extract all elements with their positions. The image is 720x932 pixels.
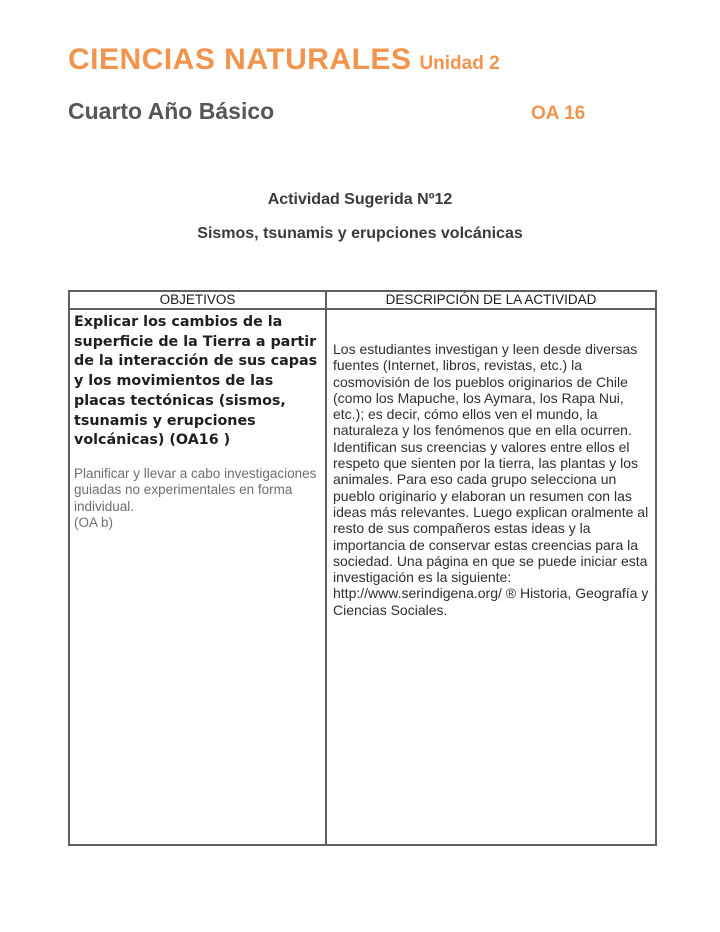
activity-description-text: Los estudiantes investigan y leen desde diversas fuentes (Internet, libros, revistas, etc.) la cosmovisión de los pueblos originarios de Chile (como los Mapuche, los Aymara, los Rapa Nui, etc.); es decir, cómo ellos ven el mundo, la naturaleza y los fenómenos que en ella ocurren. Identifican sus creencias y valores entre ellos el respeto que sienten por la tierra, las plantas y los animales. Para eso cada grupo selecciona un pueblo originario y elaboran un resumen con las ideas más relevantes. Luego explican oralmente al resto de sus compañeros estas ideas y la importancia de conservar estas creencias para la sociedad. Una página en que se puede iniciar esta investigación es la siguiente: http://www.serindigena.org/ ® Historia, Geografía y Ciencias Sociales.: [333, 341, 649, 618]
activity-subtitle: Sismos, tsunamis y erupciones volcánicas: [197, 225, 523, 242]
objective-main-text: Explicar los cambios de la superficie de la Tierra a partir de la interacción de sus capas y los movimientos de las placas tectónicas (sismos, tsunamis y erupciones volcánicas) (OA16 ): [74, 314, 318, 449]
table-header-row: [70, 292, 655, 310]
description-column-header: DESCRIPCIÓN DE LA ACTIVIDAD: [385, 292, 597, 307]
oa-badge: OA 16: [531, 103, 586, 124]
description-cell: [327, 310, 655, 844]
document-title: [68, 42, 500, 83]
unit-label: Unidad 2: [419, 53, 500, 74]
objectives-column-header: OBJETIVOS: [70, 292, 327, 308]
subject-title: CIENCIAS NATURALES: [68, 43, 412, 76]
objective-code-text: (OA b): [74, 515, 114, 531]
activity-title: Actividad Sugerida Nº12: [267, 191, 453, 208]
objectives-cell: [70, 310, 327, 844]
activity-table: [68, 290, 657, 846]
table-body-row: [70, 310, 655, 844]
objective-secondary-text: Planificar y llevar a cabo investigaciones guiadas no experimentales en forma individual.: [74, 465, 317, 514]
grade-title: Cuarto Año Básico: [68, 98, 275, 124]
